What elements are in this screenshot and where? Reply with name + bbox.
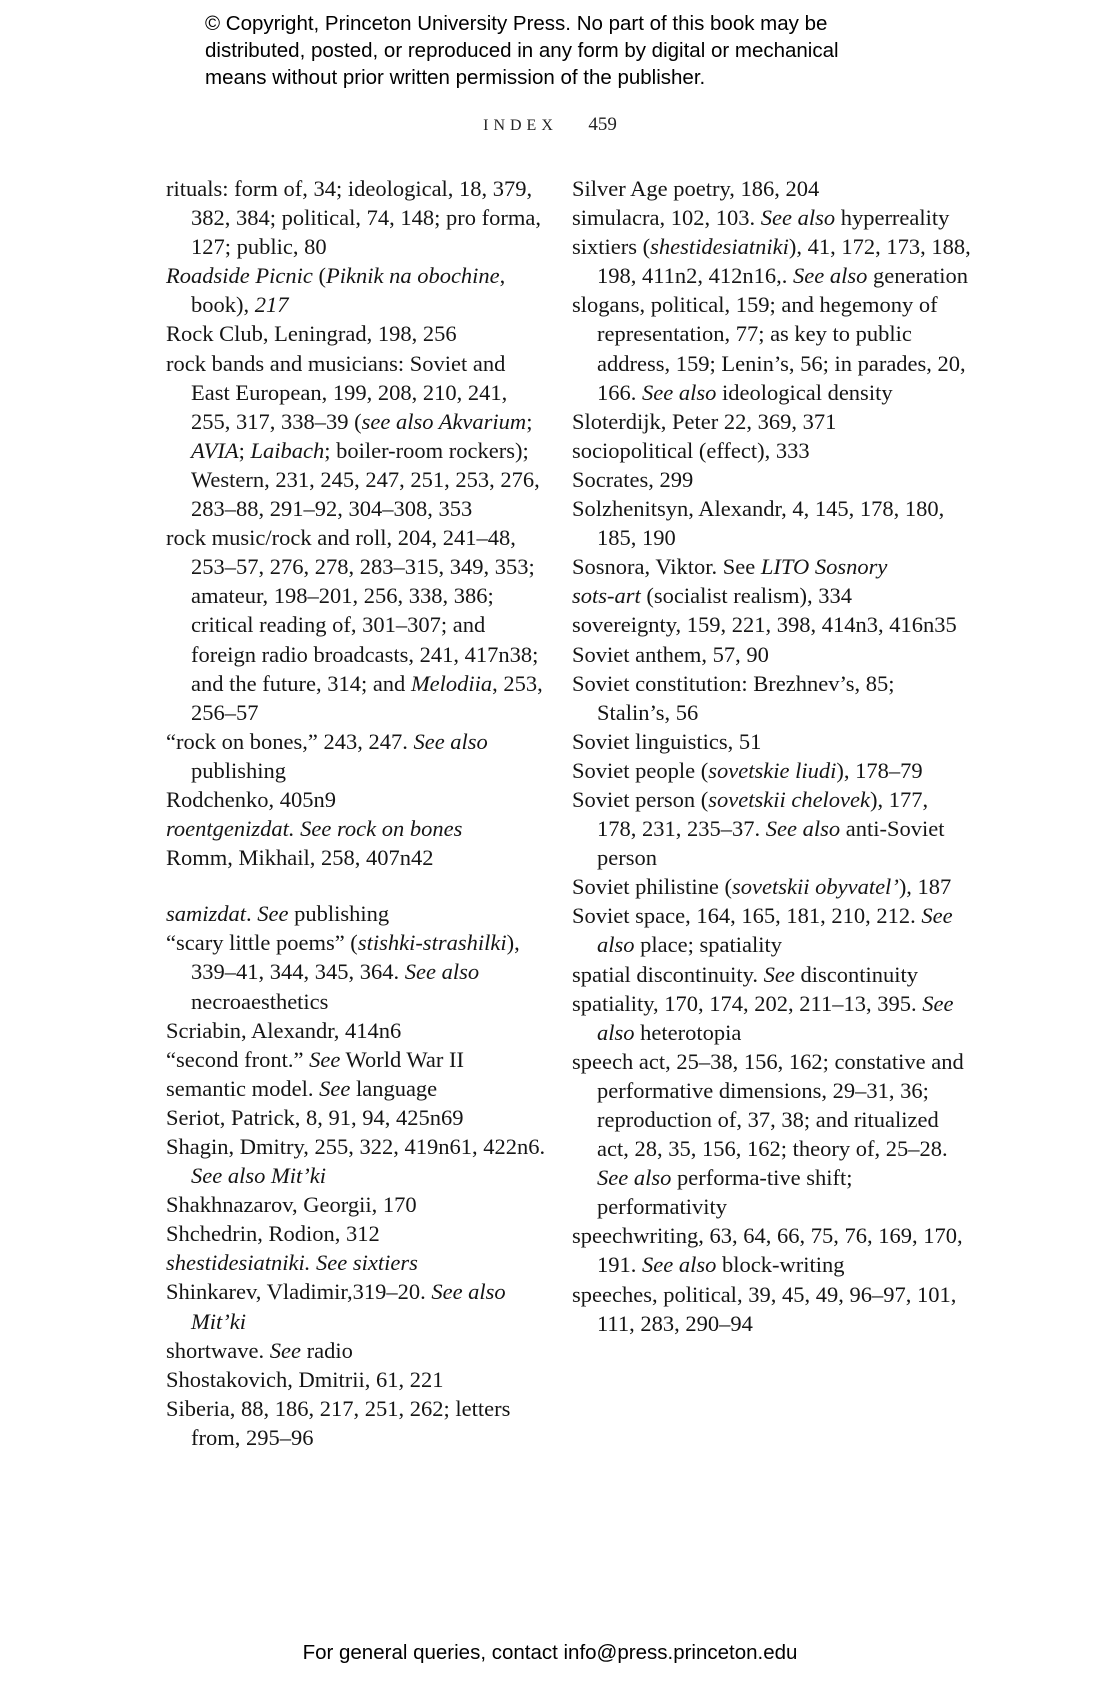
index-entry-italic: See also: [597, 990, 954, 1045]
index-entry: [166, 1248, 546, 1277]
index-column-right: [572, 174, 972, 1338]
index-entry-text: Soviet philistine (: [572, 874, 732, 900]
index-entry-italic: See also: [765, 816, 841, 842]
index-entry-italic: 217: [254, 292, 289, 318]
index-entry-text: Shchedrin, Rodion, 312: [166, 1221, 380, 1247]
index-entry-text: (socialist realism), 334: [640, 583, 852, 609]
index-entry-text: hyperreality: [835, 205, 950, 231]
index-entry-text: radio: [300, 1337, 353, 1363]
index-entry-italic: See also Mit’ki: [191, 1163, 326, 1189]
index-entry: [572, 785, 972, 872]
index-entry: [166, 174, 546, 261]
index-entry-italic: sovetskii obyvatel’: [732, 874, 899, 900]
index-entry: [572, 1221, 972, 1279]
index-entry-italic: See also: [597, 903, 953, 958]
index-entry-text: Shakhnazarov, Georgii, 170: [166, 1192, 417, 1218]
index-entry: [572, 640, 972, 669]
index-entry-text: “rock on bones,” 243, 247.: [166, 728, 414, 754]
index-entry: [572, 756, 972, 785]
index-entry-text: Soviet constitution: Brezhnev’s, 85; Stalin’s, 56: [572, 670, 895, 725]
index-entry-italic: Melodiia: [410, 670, 493, 696]
index-entry-italic: See also: [760, 205, 836, 231]
index-entry: [166, 523, 546, 727]
index-entry-text: ), 339–41, 344, 345, 364.: [191, 930, 520, 985]
page-number: 459: [588, 114, 617, 135]
index-entry: [166, 899, 546, 928]
index-entry: [166, 1336, 546, 1365]
index-entry: [166, 1074, 546, 1103]
index-entry-text: “scary little poems” (: [166, 930, 358, 956]
index-entry-italic: See: [257, 901, 289, 927]
index-entry-text: rituals: form of, 34; ideological, 18, 379, 382, 384; political, 74, 148; pro forma, 127; public, 80: [166, 176, 541, 260]
index-entry: [572, 436, 972, 465]
index-entry-italic: see also Akvarium: [361, 408, 527, 434]
copyright-line: distributed, posted, or reproduced in any form by digital or mechanical: [205, 39, 839, 62]
index-entry-text: Solzhenitsyn, Alexandr, 4, 145, 178, 180, 185, 190: [572, 496, 945, 551]
index-entry: [572, 552, 972, 581]
index-entry: [572, 872, 972, 901]
index-entry-text: spatiality, 170, 174, 202, 211–13, 395.: [572, 990, 923, 1016]
index-entry-text: Silver Age poetry, 186, 204: [572, 176, 820, 201]
index-entry-text: ), 178–79: [836, 757, 923, 783]
index-entry: [166, 785, 546, 814]
index-entry-text: ideological density: [716, 379, 893, 405]
index-entry: [166, 1365, 546, 1394]
index-entry-text: ), 187: [898, 874, 952, 900]
index-entry-text: speech act, 25–38, 156, 162; constative and performative dimensions, 29–31, 36; reproduction of, 37, 38; and ritualized act, 28, 35, 156, 162; theory of, 25–28.: [572, 1048, 964, 1162]
index-entry: [572, 494, 972, 552]
index-entry: [166, 1132, 546, 1190]
index-entry-italic: See: [269, 1337, 301, 1363]
index-entry-text: publishing: [288, 901, 390, 927]
index-entry: [166, 261, 546, 319]
index-entry-text: Shinkarev, Vladimir,319–20.: [166, 1279, 432, 1305]
index-entry: [572, 174, 972, 203]
index-entry: [166, 349, 546, 524]
index-entry-italic: See also: [793, 263, 868, 289]
index-entry-text: sixtiers (: [572, 234, 651, 260]
index-entry-text: place; spatiality: [634, 932, 782, 958]
footer-contact: For general queries, contact info@press.princeton.edu: [302, 1641, 798, 1664]
index-entry-text: World War II: [340, 1046, 464, 1072]
index-entry-text: Soviet anthem, 57, 90: [572, 641, 769, 667]
index-entry-italic: See also: [642, 379, 717, 405]
index-entry-text: semantic model.: [166, 1075, 320, 1101]
index-entry-text: shortwave.: [166, 1337, 270, 1363]
index-entry-text: Shostakovich, Dmitrii, 61, 221: [166, 1366, 444, 1392]
index-entry: [572, 727, 972, 756]
copyright-notice: [205, 10, 925, 91]
index-entry: [572, 465, 972, 494]
index-entry-text: speechwriting, 63, 64, 66, 75, 76, 169, 170, 191.: [572, 1223, 963, 1278]
copyright-line: means without prior written permission of the publisher.: [205, 66, 706, 89]
index-entry-text: Soviet space, 164, 165, 181, 210, 212.: [572, 903, 922, 929]
index-entry: [166, 1103, 546, 1132]
index-entry-italic: See: [319, 1075, 351, 1101]
index-entry-text: ;: [526, 408, 533, 434]
index-entry-text: , 253, 256–57: [191, 670, 543, 725]
index-entry-italic: stishki-strashilki: [357, 930, 507, 956]
index-entry-italic: sots-art: [572, 583, 641, 609]
index-entry-text: (: [312, 263, 326, 289]
index-entry: [166, 319, 546, 348]
index-entry: [166, 1219, 546, 1248]
running-head-label: INDEX: [483, 117, 558, 134]
index-entry: [166, 1190, 546, 1219]
index-entry-text: .: [246, 901, 258, 927]
index-entry-italic: Piknik na obochine: [325, 263, 500, 289]
index-entry-text: slogans, political, 159; and hegemony of representation, 77; as key to public address, 159; Lenin’s, 56; in parades, 20, 166.: [572, 292, 966, 405]
index-entry-italic: Laibach: [250, 437, 325, 463]
index-entry-italic: See also: [642, 1252, 717, 1278]
index-entry-text: ), 41, 172, 173, 188, 198, 411n2, 412n16,.: [597, 234, 971, 289]
index-entry: [166, 727, 546, 785]
index-entry: [572, 407, 972, 436]
index-entry-text: Rodchenko, 405n9: [166, 786, 336, 812]
index-entry: [572, 989, 972, 1047]
index-entry: [166, 814, 546, 843]
index-entry-italic: sovetskii chelovek: [708, 786, 871, 812]
index-entry-text: publishing: [191, 757, 287, 783]
index-entry: [572, 1280, 972, 1338]
index-entry-text: spatial discontinuity.: [572, 961, 764, 987]
index-entry: [166, 928, 546, 1015]
index-entry: [572, 232, 972, 290]
index-entry-text: necroaesthetics: [191, 988, 329, 1014]
copyright-line: © Copyright, Princeton University Press. No part of this book may be: [205, 12, 828, 35]
index-entry: [166, 1045, 546, 1074]
index-entry-text: , book),: [191, 263, 506, 318]
index-entry-italic: samizdat: [166, 901, 247, 927]
index-entry-italic: See also: [413, 728, 488, 754]
index-entry-text: Rock Club, Leningrad, 198, 256: [166, 321, 457, 347]
index-entry-text: ; boiler-room rockers); Western, 231, 245, 247, 251, 253, 276, 283–88, 291–92, 304–308, 353: [191, 437, 540, 522]
index-entry-text: simulacra, 102, 103.: [572, 205, 761, 231]
index-entry-text: Shagin, Dmitry, 255, 322, 419n61, 422n6.: [166, 1134, 546, 1159]
index-entry: [572, 669, 972, 727]
index-entry: [572, 1047, 972, 1222]
index-entry-text: rock music/rock and roll, 204, 241–48, 253–57, 276, 278, 283–315, 349, 353; amateur, 198–201, 256, 338, 386; critical reading of, 301–307; and foreign radio broadcasts, 241, 417n38; and the future, 314; and: [166, 525, 539, 696]
index-column-left: [166, 174, 546, 1452]
index-entry: [166, 843, 546, 872]
index-entry: [572, 290, 972, 406]
index-entry-italic: See: [309, 1046, 341, 1072]
index-entry-text: Soviet linguistics, 51: [572, 728, 762, 754]
index-entry-italic: sovetskie liudi: [708, 757, 837, 783]
index-entry-text: sovereignty, 159, 221, 398, 414n3, 416n35: [572, 612, 957, 638]
index-entry-text: block-writing: [716, 1252, 845, 1278]
index-entry-italic: See: [763, 961, 795, 987]
index-entry-text: Sosnora, Viktor. See: [572, 554, 761, 580]
index-entry: [166, 1016, 546, 1045]
index-entry-italic: LITO Sosnory: [760, 554, 888, 580]
index-entry-text: language: [350, 1075, 438, 1101]
index-entry-text: Siberia, 88, 186, 217, 251, 262; letters from, 295–96: [166, 1395, 511, 1450]
index-entry-text: Sloterdijk, Peter 22, 369, 371: [572, 408, 837, 434]
index-entry-italic: See also: [597, 1165, 672, 1191]
index-entry-text: Soviet person (: [572, 786, 709, 812]
index-entry-italic: See also Mit’ki: [191, 1279, 506, 1334]
index-entry-text: speeches, political, 39, 45, 49, 96–97, 101, 111, 283, 290–94: [572, 1281, 957, 1336]
index-entry: [572, 901, 972, 959]
index-entry-text: performa-tive shift; performativity: [597, 1165, 853, 1220]
index-entry-text: ), 177, 178, 231, 235–37.: [597, 786, 929, 842]
index-entry-text: ;: [238, 437, 251, 463]
index-entry-text: generation: [867, 263, 968, 289]
index-entry: [572, 203, 972, 232]
index-entry-text: Seriot, Patrick, 8, 91, 94, 425n69: [166, 1104, 464, 1130]
index-entry-text: Scriabin, Alexandr, 414n6: [166, 1017, 402, 1043]
index-entry-italic: shestidesiatniki: [650, 234, 789, 260]
index-entry-text: anti-Soviet person: [597, 816, 945, 871]
index-entry-text: Soviet people (: [572, 757, 709, 783]
index-entry-italic: AVIA: [191, 437, 239, 463]
running-head: [0, 114, 1100, 136]
index-entry: [572, 581, 972, 610]
index-entry: [166, 1394, 546, 1452]
index-entry-italic: See also: [404, 959, 480, 985]
index-entry: [166, 1277, 546, 1335]
index-entry-text: discontinuity: [794, 961, 919, 987]
index-entry-italic: shestidesiatniki. See sixtiers: [166, 1250, 418, 1276]
index-entry-italic: Roadside Picnic: [166, 263, 313, 289]
index-entry: [572, 960, 972, 989]
index-entry-text: sociopolitical (effect), 333: [572, 437, 810, 463]
index-entry-text: Socrates, 299: [572, 466, 694, 492]
index-entry: [572, 610, 972, 639]
index-entry-text: “second front.”: [166, 1046, 310, 1072]
index-entry-text: Romm, Mikhail, 258, 407n42: [166, 845, 434, 871]
index-entry-italic: roentgenizdat. See rock on bones: [166, 816, 463, 842]
index-entry-text: heterotopia: [634, 1019, 742, 1045]
index-entry-text: rock bands and musicians: Soviet and East European, 199, 208, 210, 241, 255, 317, 338–39 (: [166, 350, 508, 434]
